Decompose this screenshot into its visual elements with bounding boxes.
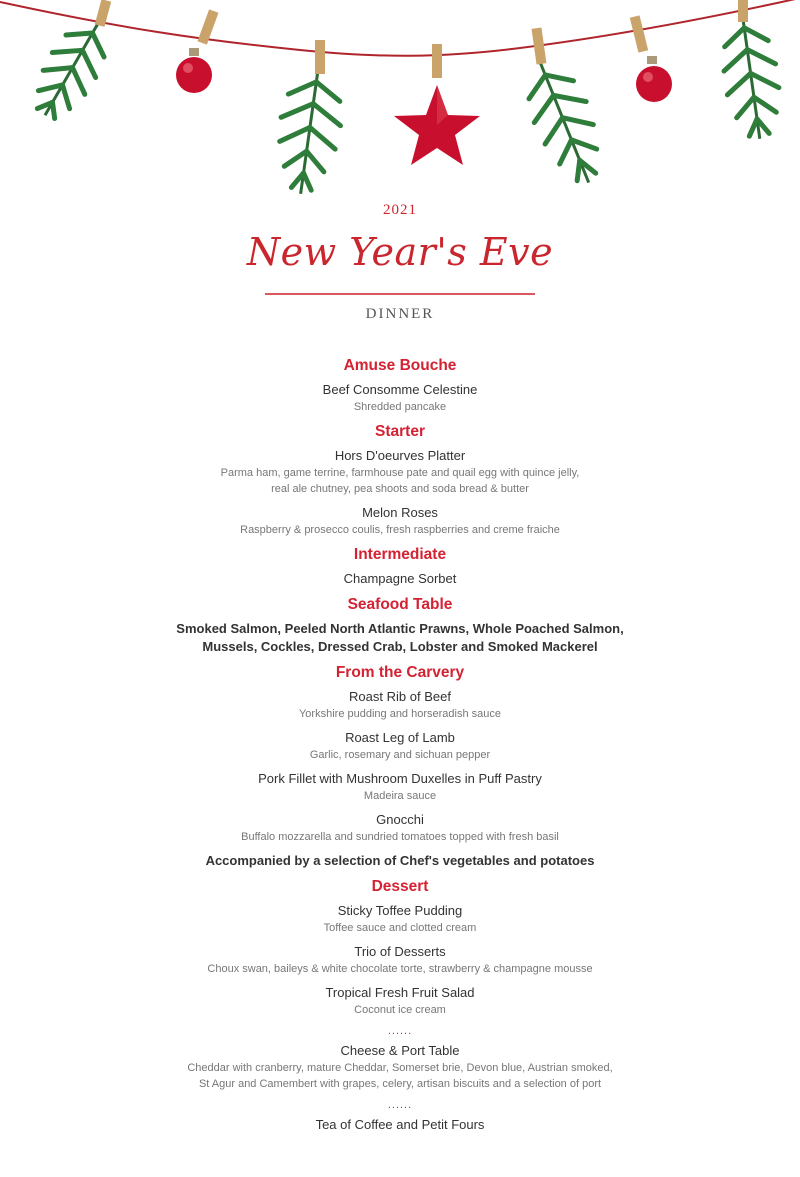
red-star-icon xyxy=(394,44,480,165)
item-description xyxy=(0,1002,800,1018)
menu-item xyxy=(0,504,800,538)
menu-year: 2021 xyxy=(383,202,417,218)
pine-sprig-icon xyxy=(271,66,348,198)
item-name: Accompanied by a selection of Chef's vegetables and potatoes xyxy=(205,853,595,868)
item-description xyxy=(0,522,800,538)
item-description-line: Cheddar with cranberry, mature Cheddar, Somerset brie, Devon blue, Austrian smoked, xyxy=(187,1062,613,1074)
menu-item xyxy=(0,381,800,415)
menu-item xyxy=(0,620,800,656)
item-description-line: Shredded pancake xyxy=(353,401,447,413)
menu-item xyxy=(0,729,800,763)
menu-subtitle: DINNER xyxy=(365,306,435,322)
garland-string xyxy=(0,0,800,56)
pine-sprig-icon xyxy=(23,8,121,128)
pine-sprig-icon xyxy=(716,8,785,142)
menu-section xyxy=(0,595,800,656)
menu-section xyxy=(0,545,800,588)
item-description-line: real ale chutney, pea shoots and soda bread & butter xyxy=(271,483,529,495)
item-name xyxy=(0,620,800,656)
section-title: Intermediate xyxy=(353,546,447,563)
item-name: Beef Consomme Celestine xyxy=(322,382,478,397)
item-name: Sticky Toffee Pudding xyxy=(337,903,463,918)
menu-title: New Year's Eve xyxy=(246,230,554,274)
item-description-line: Garlic, rosemary and sichuan pepper xyxy=(309,749,491,761)
section-title: Seafood Table xyxy=(347,596,453,613)
menu-body xyxy=(0,356,800,1141)
christmas-garland-decoration xyxy=(0,0,800,200)
section-title: Starter xyxy=(375,423,425,440)
item-description xyxy=(0,465,800,497)
pine-sprig-icon xyxy=(514,52,615,194)
menu-item xyxy=(0,1042,800,1092)
item-description-line: Madeira sauce xyxy=(363,790,437,802)
item-name-line: Mussels, Cockles, Dressed Crab, Lobster and Smoked Mackerel xyxy=(202,639,598,654)
menu-section xyxy=(0,663,800,870)
item-name: Trio of Desserts xyxy=(354,944,446,959)
item-description xyxy=(0,788,800,804)
menu-section xyxy=(0,422,800,538)
section-title: Amuse Bouche xyxy=(343,357,457,374)
item-description-line: Coconut ice cream xyxy=(354,1004,446,1016)
section-title: From the Carvery xyxy=(335,664,465,681)
item-name-line: Smoked Salmon, Peeled North Atlantic Prawns, Whole Poached Salmon, xyxy=(176,621,624,636)
menu-item xyxy=(0,984,800,1018)
item-description-line: Raspberry & prosecco coulis, fresh raspberries and creme fraiche xyxy=(240,524,560,536)
item-name: Tea of Coffee and Petit Fours xyxy=(315,1117,485,1132)
title-divider xyxy=(265,293,535,295)
menu-section xyxy=(0,356,800,415)
item-name: Pork Fillet with Mushroom Duxelles in Puff Pastry xyxy=(258,771,542,786)
clothes-peg-icon xyxy=(315,40,325,74)
menu-item xyxy=(0,688,800,722)
item-description-line: St Agur and Camembert with grapes, celery, artisan biscuits and a selection of port xyxy=(198,1078,602,1090)
item-description-line: Yorkshire pudding and horseradish sauce xyxy=(298,708,501,720)
menu-item xyxy=(0,447,800,497)
item-description-line: Toffee sauce and clotted cream xyxy=(323,922,477,934)
dotted-separator: ...... xyxy=(387,1025,413,1037)
item-description xyxy=(0,747,800,763)
dotted-separator: ...... xyxy=(387,1099,413,1111)
menu-item xyxy=(0,943,800,977)
menu-section xyxy=(0,877,800,1134)
menu-item xyxy=(0,570,800,588)
item-description xyxy=(0,1060,800,1092)
item-name: Roast Leg of Lamb xyxy=(345,730,455,745)
item-description-line: Buffalo mozzarella and sundried tomatoes topped with fresh basil xyxy=(241,831,559,843)
item-name: Cheese & Port Table xyxy=(340,1043,460,1058)
item-description xyxy=(0,399,800,415)
menu-item xyxy=(0,902,800,936)
menu-item xyxy=(0,770,800,804)
item-name: Tropical Fresh Fruit Salad xyxy=(325,985,475,1000)
item-name: Melon Roses xyxy=(362,505,438,520)
item-name: Gnocchi xyxy=(376,812,424,827)
menu-header xyxy=(0,200,800,323)
menu-item xyxy=(0,811,800,845)
item-description-line: Choux swan, baileys & white chocolate torte, strawberry & champagne mousse xyxy=(207,963,593,975)
item-description-line: Parma ham, game terrine, farmhouse pate and quail egg with quince jelly, xyxy=(220,467,580,479)
menu-item xyxy=(0,852,800,870)
clothes-peg-icon xyxy=(738,0,748,22)
item-name: Hors D'oeurves Platter xyxy=(334,448,466,463)
item-name: Champagne Sorbet xyxy=(343,571,457,586)
item-description xyxy=(0,920,800,936)
menu-item xyxy=(0,1116,800,1134)
red-bauble-icon xyxy=(176,9,219,93)
item-description xyxy=(0,829,800,845)
section-title: Dessert xyxy=(371,878,429,895)
item-description xyxy=(0,706,800,722)
item-name: Roast Rib of Beef xyxy=(349,689,451,704)
item-description xyxy=(0,961,800,977)
